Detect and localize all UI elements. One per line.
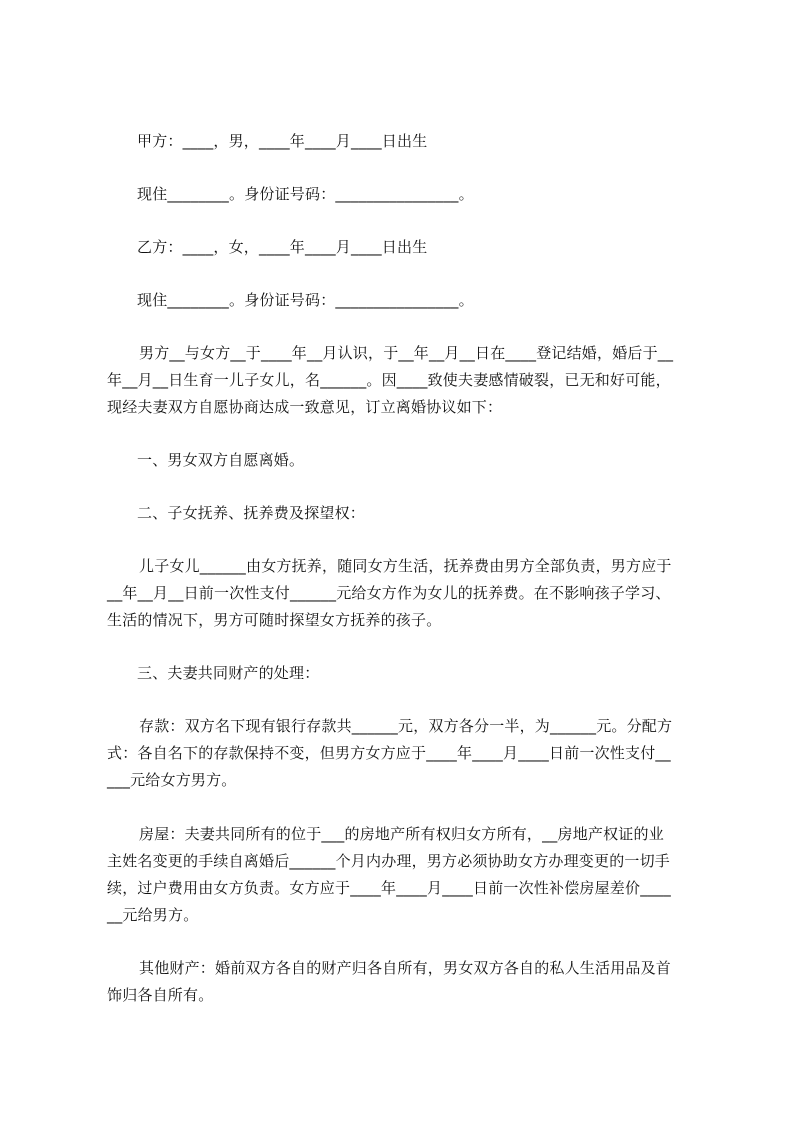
clause-2-heading: 二、子女抚养、抚养费及探望权： — [137, 504, 366, 522]
deposits-line-2: 式：各自名下的存款保持不变，但男方女方应于____年____月____日前一次性支付__ — [107, 744, 671, 762]
clause-3-heading: 三、夫妻共同财产的处理： — [137, 664, 320, 682]
clause-1-heading: 一、男女双方自愿离婚。 — [137, 451, 305, 469]
intro-line-2: 年__月__日生育一儿子女儿，名______。因____致使夫妻感情破裂，已无和好可能， — [107, 371, 671, 389]
party-b-line: 乙方：____，女，____年____月____日出生 — [137, 238, 428, 256]
other-property-line-1: 其他财产：婚前双方各自的财产归各自所有，男女双方各自的私人生活用品及首 — [139, 959, 672, 977]
custody-line-2: __年__月__日前一次性支付______元给女方作为女儿的抚养费。在不影响孩子学习、 — [107, 584, 671, 602]
house-line-4: __元给男方。 — [107, 906, 199, 924]
house-line-1: 房屋：夫妻共同所有的位于___的房地产所有权归女方所有，__房地产权证的业 — [139, 825, 664, 843]
other-property-line-2: 饰归各自所有。 — [107, 986, 214, 1004]
house-line-3: 续，过户费用由女方负责。女方应于____年____月____日前一次性补偿房屋差价____ — [107, 879, 672, 897]
party-b-address-line: 现住________。身份证号码：________________。 — [137, 291, 474, 309]
intro-line-1: 男方__与女方__于____年__月认识，于__年__月__日在____登记结婚，婚后于__ — [139, 344, 674, 362]
house-line-2: 主姓名变更的手续自离婚后______个月内办理，男方必须协助女方办理变更的一切手 — [107, 852, 671, 870]
deposits-line-3: ___元给女方男方。 — [107, 771, 237, 789]
custody-line-3: 生活的情况下，男方可随时探望女方抚养的孩子。 — [107, 611, 442, 629]
intro-line-3: 现经夫妻双方自愿协商达成一致意见，订立离婚协议如下： — [107, 398, 503, 416]
party-a-address-line: 现住________。身份证号码：________________。 — [137, 185, 474, 203]
party-a-line: 甲方：____，男，____年____月____日出生 — [137, 132, 428, 150]
custody-line-1: 儿子女儿______由女方抚养，随同女方生活，抚养费由男方全部负责，男方应于 — [139, 557, 672, 575]
deposits-line-1: 存款：双方名下现有银行存款共______元，双方各分一半，为______元。分配方 — [139, 717, 673, 735]
